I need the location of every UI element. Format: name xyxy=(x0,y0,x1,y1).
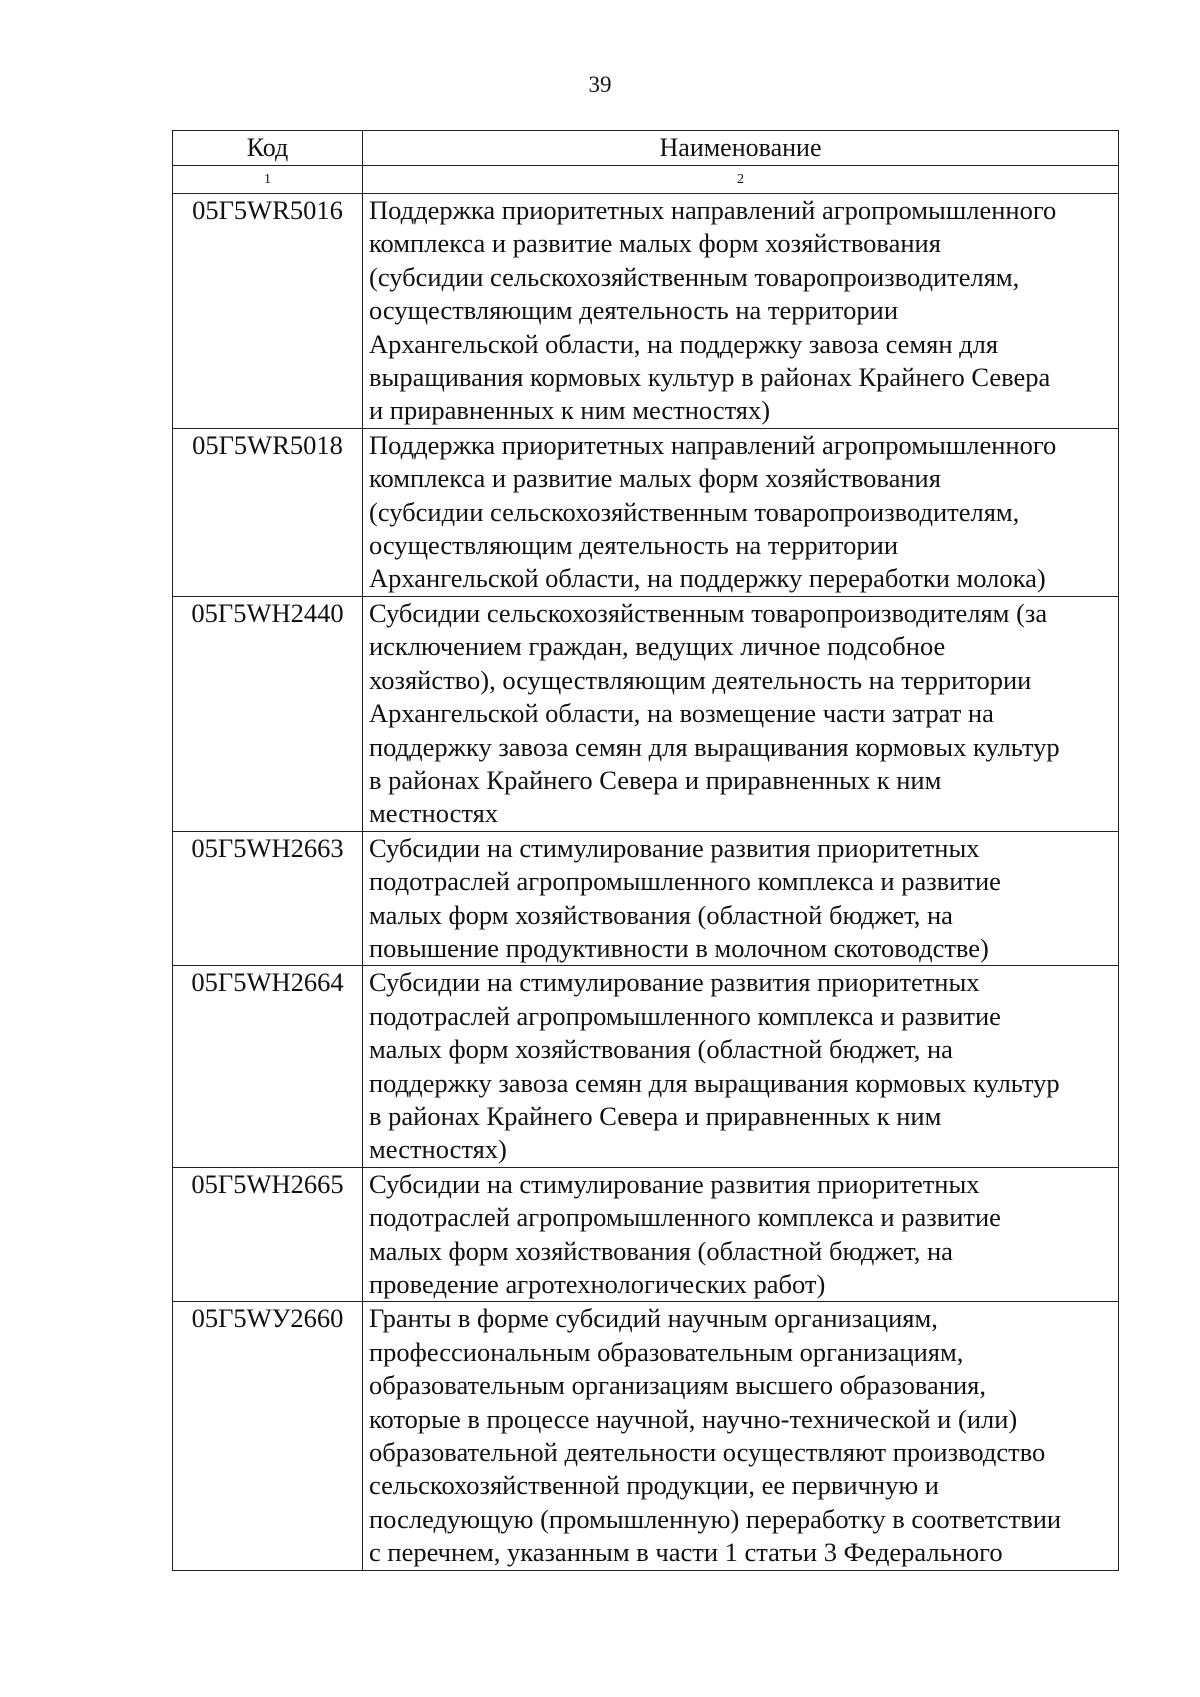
page-number: 39 xyxy=(588,72,612,97)
table-row xyxy=(173,1302,1119,1570)
row-name-line: местностях) xyxy=(369,1134,507,1165)
row-name-line: комплекса и развитие малых форм хозяйствования xyxy=(369,463,941,494)
row-name-line: Архангельской области, на поддержку переработки молока) xyxy=(369,563,1046,594)
row-name-line: Поддержка приоритетных направлений агропромышленного xyxy=(369,195,1057,225)
row-name-line: осуществляющим деятельность на территории xyxy=(369,295,899,326)
row-name-line: которые в процессе научной, научно-технической и (или) xyxy=(369,1403,1018,1434)
table-header-row xyxy=(173,131,1119,166)
row-name-line: подотраслей агропромышленного комплекса и развитие xyxy=(369,1000,1001,1031)
row-name-line: образовательным организациям высшего образования, xyxy=(369,1370,986,1401)
header-code: Код xyxy=(173,131,363,166)
row-name-line: выращивания кормовых культур в районах Крайнего Севера xyxy=(369,362,1051,393)
row-name-line: Архангельской области, на возмещение части затрат на xyxy=(369,698,994,729)
row-code: 05Г5WН2663 xyxy=(173,831,363,966)
row-name-line: Субсидии сельскохозяйственным товаропроизводителям (за xyxy=(369,597,1048,628)
row-name-line: и приравненных к ним местностях) xyxy=(369,395,771,426)
table-body xyxy=(173,194,1119,1571)
column-number-1: 1 xyxy=(173,166,363,194)
row-name-line: (субсидии сельскохозяйственным товаропроизводителям, xyxy=(369,496,1020,527)
row-name-line: хозяйство), осуществляющим деятельность на территории xyxy=(369,664,1032,695)
row-name-line: исключением граждан, ведущих личное подсобное xyxy=(369,631,946,662)
table-row xyxy=(173,194,1119,429)
row-name xyxy=(363,831,1119,966)
table-row xyxy=(173,1167,1119,1302)
row-name-line: подотраслей агропромышленного комплекса и развитие xyxy=(369,1202,1001,1233)
row-name xyxy=(363,596,1119,831)
row-name-line: Субсидии на стимулирование развития приоритетных xyxy=(369,1168,980,1199)
row-name xyxy=(363,1167,1119,1302)
row-name-line: малых форм хозяйствования (областной бюджет, на xyxy=(369,899,953,930)
row-name-line: Субсидии на стимулирование развития приоритетных xyxy=(369,832,980,863)
table-row xyxy=(173,428,1119,596)
budget-code-table xyxy=(172,130,1119,1571)
row-name xyxy=(363,1302,1119,1570)
row-name-line: (субсидии сельскохозяйственным товаропроизводителям, xyxy=(369,261,1020,292)
row-name-line: повышение продуктивности в молочном скотоводстве) xyxy=(369,932,989,963)
row-name-line: поддержку завоза семян для выращивания кормовых культур xyxy=(369,1067,1060,1098)
row-name-line: осуществляющим деятельность на территории xyxy=(369,530,899,561)
table-row xyxy=(173,831,1119,966)
row-name-line: Гранты в форме субсидий научным организациям, xyxy=(369,1303,938,1334)
row-name-line: поддержку завоза семян для выращивания кормовых культур xyxy=(369,731,1060,762)
row-code: 05Г5WУ2660 xyxy=(173,1302,363,1570)
row-name-line: последующую (промышленную) переработку в соответствии xyxy=(369,1503,1062,1534)
row-name-line: проведение агротехнологических работ) xyxy=(369,1269,826,1299)
row-name-line: Архангельской области, на поддержку завоза семян для xyxy=(369,328,999,359)
row-name-line: с перечнем, указанным в части 1 статьи 3 Федерального xyxy=(369,1537,1003,1568)
row-name-line: профессиональным образовательным организациям, xyxy=(369,1336,964,1367)
row-code: 05Г5WR5016 xyxy=(173,194,363,429)
row-code: 05Г5WН2665 xyxy=(173,1167,363,1302)
row-name-line: малых форм хозяйствования (областной бюджет, на xyxy=(369,1235,953,1266)
row-name-line: в районах Крайнего Севера и приравненных к ним xyxy=(369,1100,942,1131)
row-code: 05Г5WН2664 xyxy=(173,966,363,1167)
row-code: 05Г5WН2440 xyxy=(173,596,363,831)
row-name-line: сельскохозяйственной продукции, ее первичную и xyxy=(369,1470,939,1501)
header-name: Наименование xyxy=(363,131,1119,166)
row-name-line: в районах Крайнего Севера и приравненных к ним xyxy=(369,764,942,795)
row-name-line: подотраслей агропромышленного комплекса и развитие xyxy=(369,866,1001,897)
row-name-line: малых форм хозяйствования (областной бюджет, на xyxy=(369,1034,953,1065)
column-number-2: 2 xyxy=(363,166,1119,194)
row-code: 05Г5WR5018 xyxy=(173,428,363,596)
row-name-line: Субсидии на стимулирование развития приоритетных xyxy=(369,967,980,998)
column-number-row xyxy=(173,166,1119,194)
row-name xyxy=(363,194,1119,429)
row-name-line: Поддержка приоритетных направлений агропромышленного xyxy=(369,429,1057,460)
row-name xyxy=(363,966,1119,1167)
row-name-line: образовательной деятельности осуществляют производство xyxy=(369,1437,1046,1468)
row-name-line: комплекса и развитие малых форм хозяйствования xyxy=(369,228,941,259)
table-row xyxy=(173,966,1119,1167)
row-name xyxy=(363,428,1119,596)
row-name-line: местностях xyxy=(369,798,499,829)
table-row xyxy=(173,596,1119,831)
